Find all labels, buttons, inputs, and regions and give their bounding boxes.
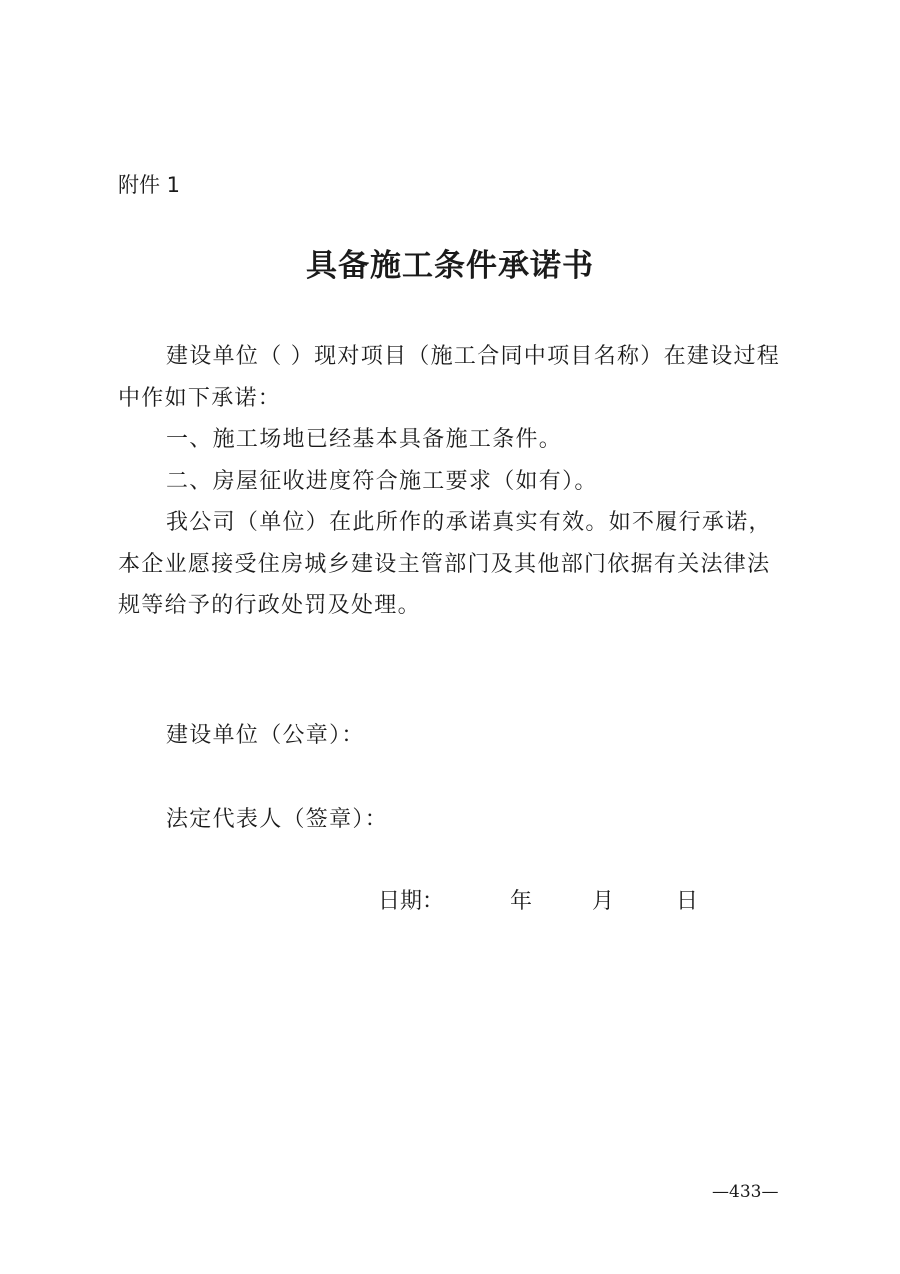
attachment-label: 附件 1 bbox=[118, 173, 181, 197]
date-year: 年 bbox=[510, 889, 533, 914]
declaration-paragraph: 我公司（单位）在此所作的承诺真实有效。如不履行承诺，本企业愿接受住房城乡建设主管部门及其他部门依据有关法律法规等给予的行政处罚及处理。 bbox=[118, 510, 772, 618]
commitment-item-2: 二、房屋征收进度符合施工要求（如有）。 bbox=[166, 468, 598, 494]
intro-paragraph: 建设单位（ ）现对项目（施工合同中项目名称）在建设过程中作如下承诺： bbox=[118, 344, 781, 411]
commitment-item-1: 一、施工场地已经基本具备施工条件。 bbox=[166, 427, 563, 452]
document-body bbox=[118, 336, 790, 627]
page-number: —433— bbox=[712, 1182, 779, 1202]
date-day: 日 bbox=[676, 889, 699, 914]
date-month: 月 bbox=[592, 889, 615, 914]
legal-rep-line: 法定代表人（签章）： bbox=[166, 807, 389, 832]
document-title: 具备施工条件承诺书 bbox=[306, 248, 594, 284]
unit-seal-line: 建设单位（公章）： bbox=[166, 723, 365, 748]
date-label: 日期： bbox=[378, 889, 445, 914]
